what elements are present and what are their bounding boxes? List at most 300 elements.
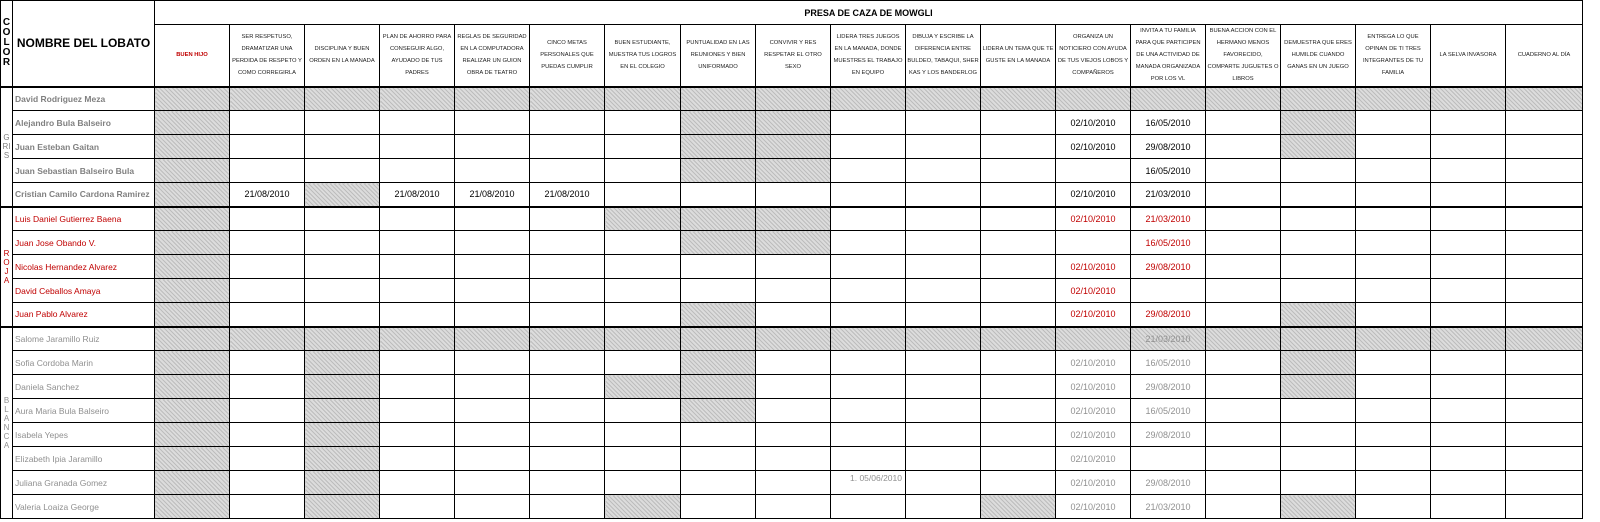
table-cell[interactable] xyxy=(1356,351,1431,375)
table-cell[interactable] xyxy=(530,399,605,423)
table-cell[interactable] xyxy=(1281,183,1356,207)
table-cell[interactable] xyxy=(906,111,981,135)
table-cell[interactable] xyxy=(831,279,906,303)
table-cell[interactable] xyxy=(906,351,981,375)
table-cell[interactable] xyxy=(455,447,530,471)
table-cell[interactable] xyxy=(1356,207,1431,231)
table-cell[interactable]: 02/10/2010 xyxy=(1056,495,1131,519)
table-cell[interactable] xyxy=(455,327,530,351)
table-cell[interactable] xyxy=(380,375,455,399)
table-cell[interactable] xyxy=(906,495,981,519)
table-cell[interactable] xyxy=(1056,231,1131,255)
table-cell[interactable] xyxy=(681,495,756,519)
table-cell[interactable] xyxy=(1356,135,1431,159)
lobato-name[interactable]: Juan Sebastian Balseiro Bula xyxy=(13,159,155,183)
table-cell[interactable] xyxy=(305,207,380,231)
table-cell[interactable] xyxy=(305,327,380,351)
table-cell[interactable] xyxy=(906,183,981,207)
table-cell[interactable] xyxy=(455,207,530,231)
table-cell[interactable] xyxy=(831,303,906,327)
table-cell[interactable] xyxy=(681,207,756,231)
requirement-header[interactable]: CONVIVIR Y RES RESPETAR EL OTRO SEXO xyxy=(756,25,831,87)
requirement-header[interactable]: LIDERA TRES JUEGOS EN LA MANADA, DONDE MUESTRES EL TRABAJO EN EQUIPO xyxy=(831,25,906,87)
table-cell[interactable] xyxy=(1431,255,1506,279)
table-cell[interactable]: 02/10/2010 xyxy=(1056,351,1131,375)
table-cell[interactable] xyxy=(230,135,305,159)
table-cell[interactable] xyxy=(906,447,981,471)
table-cell[interactable] xyxy=(380,471,455,495)
table-cell[interactable] xyxy=(1506,87,1583,111)
table-cell[interactable] xyxy=(1356,159,1431,183)
lobato-name[interactable]: Juan Esteban Gaitan xyxy=(13,135,155,159)
lobato-name[interactable]: Salome Jaramillo Ruiz xyxy=(13,327,155,351)
requirement-header[interactable]: LA SELVA INVASORA xyxy=(1431,25,1506,87)
table-cell[interactable] xyxy=(1506,423,1583,447)
table-cell[interactable]: 02/10/2010 xyxy=(1056,183,1131,207)
table-cell[interactable] xyxy=(530,255,605,279)
table-cell[interactable] xyxy=(1356,399,1431,423)
table-cell[interactable] xyxy=(230,495,305,519)
table-cell[interactable] xyxy=(380,399,455,423)
table-cell[interactable] xyxy=(155,207,230,231)
table-cell[interactable] xyxy=(155,183,230,207)
table-cell[interactable] xyxy=(756,495,831,519)
table-cell[interactable] xyxy=(305,183,380,207)
table-cell[interactable] xyxy=(155,279,230,303)
table-cell[interactable] xyxy=(1356,279,1431,303)
table-cell[interactable]: 02/10/2010 xyxy=(1056,255,1131,279)
requirement-header[interactable]: ENTREGA LO QUE OPINAN DE TI TRES INTEGRANTES DE TU FAMILIA xyxy=(1356,25,1431,87)
table-cell[interactable] xyxy=(756,423,831,447)
table-cell[interactable] xyxy=(1506,255,1583,279)
table-cell[interactable] xyxy=(1281,207,1356,231)
table-cell[interactable] xyxy=(380,87,455,111)
table-cell[interactable] xyxy=(681,423,756,447)
table-cell[interactable] xyxy=(1281,423,1356,447)
table-cell[interactable] xyxy=(981,159,1056,183)
table-cell[interactable] xyxy=(681,375,756,399)
table-cell[interactable] xyxy=(605,303,681,327)
table-cell[interactable] xyxy=(530,87,605,111)
lobato-name[interactable]: Juliana Granada Gomez xyxy=(13,471,155,495)
table-cell[interactable]: 29/08/2010 xyxy=(1131,135,1206,159)
table-cell[interactable] xyxy=(155,255,230,279)
table-cell[interactable] xyxy=(305,495,380,519)
table-cell[interactable]: 02/10/2010 xyxy=(1056,423,1131,447)
requirement-header[interactable]: BUEN HIJO xyxy=(155,25,230,87)
requirement-header[interactable]: INVITA A TU FAMILIA PARA QUE PARTICIPEN DE UNA ACTIVIDAD DE MANADA ORGANIZADA POR LOS VL xyxy=(1131,25,1206,87)
table-cell[interactable] xyxy=(380,207,455,231)
table-cell[interactable] xyxy=(1431,303,1506,327)
table-cell[interactable] xyxy=(305,471,380,495)
table-cell[interactable] xyxy=(1281,495,1356,519)
table-cell[interactable] xyxy=(1356,327,1431,351)
table-cell[interactable] xyxy=(605,207,681,231)
lobato-name[interactable]: Luis Daniel Gutierrez Baena xyxy=(13,207,155,231)
table-cell[interactable] xyxy=(305,279,380,303)
table-cell[interactable] xyxy=(756,87,831,111)
table-cell[interactable] xyxy=(305,135,380,159)
table-cell[interactable] xyxy=(1281,327,1356,351)
table-cell[interactable] xyxy=(1206,279,1281,303)
table-cell[interactable] xyxy=(681,135,756,159)
table-cell[interactable] xyxy=(756,159,831,183)
table-cell[interactable] xyxy=(1206,303,1281,327)
table-cell[interactable] xyxy=(1206,447,1281,471)
table-cell[interactable] xyxy=(230,327,305,351)
table-cell[interactable] xyxy=(981,303,1056,327)
table-cell[interactable] xyxy=(1431,183,1506,207)
table-cell[interactable] xyxy=(831,207,906,231)
lobato-name[interactable]: Nicolas Hernandez Alvarez xyxy=(13,255,155,279)
table-cell[interactable] xyxy=(681,111,756,135)
table-cell[interactable]: 29/08/2010 xyxy=(1131,375,1206,399)
table-cell[interactable] xyxy=(1206,159,1281,183)
table-cell[interactable] xyxy=(756,183,831,207)
table-cell[interactable] xyxy=(530,207,605,231)
table-cell[interactable] xyxy=(605,375,681,399)
table-cell[interactable] xyxy=(906,207,981,231)
table-cell[interactable] xyxy=(1506,111,1583,135)
table-cell[interactable] xyxy=(1506,303,1583,327)
table-cell[interactable]: 21/08/2010 xyxy=(380,183,455,207)
table-cell[interactable] xyxy=(1281,303,1356,327)
table-cell[interactable] xyxy=(981,495,1056,519)
table-cell[interactable] xyxy=(380,159,455,183)
table-cell[interactable] xyxy=(155,135,230,159)
table-cell[interactable] xyxy=(455,87,530,111)
table-cell[interactable] xyxy=(681,303,756,327)
table-cell[interactable] xyxy=(1056,87,1131,111)
table-cell[interactable] xyxy=(455,351,530,375)
table-cell[interactable] xyxy=(756,111,831,135)
table-cell[interactable] xyxy=(1206,207,1281,231)
table-cell[interactable] xyxy=(831,327,906,351)
table-cell[interactable] xyxy=(605,159,681,183)
table-cell[interactable] xyxy=(906,231,981,255)
table-cell[interactable] xyxy=(906,159,981,183)
table-cell[interactable] xyxy=(831,351,906,375)
table-cell[interactable] xyxy=(1356,303,1431,327)
table-cell[interactable] xyxy=(681,183,756,207)
table-cell[interactable] xyxy=(1506,447,1583,471)
table-cell[interactable] xyxy=(981,399,1056,423)
table-cell[interactable] xyxy=(455,159,530,183)
table-cell[interactable] xyxy=(155,471,230,495)
table-cell[interactable] xyxy=(681,87,756,111)
table-cell[interactable] xyxy=(530,423,605,447)
table-cell[interactable] xyxy=(1356,495,1431,519)
table-cell[interactable] xyxy=(380,111,455,135)
table-cell[interactable] xyxy=(530,279,605,303)
table-cell[interactable] xyxy=(455,375,530,399)
table-cell[interactable] xyxy=(305,399,380,423)
table-cell[interactable] xyxy=(155,111,230,135)
table-cell[interactable] xyxy=(756,351,831,375)
table-cell[interactable] xyxy=(981,471,1056,495)
table-cell[interactable] xyxy=(1431,375,1506,399)
table-cell[interactable] xyxy=(1506,399,1583,423)
table-cell[interactable] xyxy=(756,279,831,303)
table-cell[interactable] xyxy=(530,375,605,399)
table-cell[interactable] xyxy=(455,495,530,519)
table-cell[interactable] xyxy=(1431,207,1506,231)
table-cell[interactable] xyxy=(1131,447,1206,471)
table-cell[interactable] xyxy=(605,231,681,255)
table-cell[interactable] xyxy=(230,423,305,447)
table-cell[interactable] xyxy=(981,327,1056,351)
table-cell[interactable] xyxy=(906,327,981,351)
table-cell[interactable]: 29/08/2010 xyxy=(1131,471,1206,495)
table-cell[interactable] xyxy=(1206,111,1281,135)
requirement-header[interactable]: PUNTUALIDAD EN LAS REUNIONES Y BIEN UNIFORMADO xyxy=(681,25,756,87)
table-cell[interactable] xyxy=(230,399,305,423)
table-cell[interactable] xyxy=(305,351,380,375)
table-cell[interactable] xyxy=(1281,231,1356,255)
table-cell[interactable] xyxy=(906,471,981,495)
table-cell[interactable] xyxy=(530,303,605,327)
table-cell[interactable] xyxy=(906,87,981,111)
table-cell[interactable]: 21/08/2010 xyxy=(530,183,605,207)
table-cell[interactable] xyxy=(530,471,605,495)
table-cell[interactable] xyxy=(1356,183,1431,207)
lobato-name[interactable]: Sofia Cordoba Marin xyxy=(13,351,155,375)
table-cell[interactable] xyxy=(380,495,455,519)
table-cell[interactable] xyxy=(681,231,756,255)
requirement-header[interactable]: CUADERNO AL DÍA xyxy=(1506,25,1583,87)
table-cell[interactable] xyxy=(230,303,305,327)
table-cell[interactable] xyxy=(1206,351,1281,375)
requirement-header[interactable]: LIDERA UN TEMA QUE TE GUSTE EN LA MANADA xyxy=(981,25,1056,87)
table-cell[interactable] xyxy=(981,135,1056,159)
table-cell[interactable] xyxy=(605,399,681,423)
table-cell[interactable] xyxy=(1506,183,1583,207)
table-cell[interactable] xyxy=(305,423,380,447)
table-cell[interactable] xyxy=(831,111,906,135)
table-cell[interactable] xyxy=(981,279,1056,303)
table-cell[interactable] xyxy=(1281,399,1356,423)
table-cell[interactable] xyxy=(831,447,906,471)
table-cell[interactable] xyxy=(605,135,681,159)
table-cell[interactable]: 21/03/2010 xyxy=(1131,495,1206,519)
table-cell[interactable] xyxy=(1206,327,1281,351)
table-cell[interactable] xyxy=(831,255,906,279)
table-cell[interactable] xyxy=(380,447,455,471)
table-cell[interactable] xyxy=(906,375,981,399)
table-cell[interactable] xyxy=(155,351,230,375)
requirement-header[interactable]: CINCO METAS PERSONALES QUE PUEDAS CUMPLIR xyxy=(530,25,605,87)
table-cell[interactable] xyxy=(681,471,756,495)
table-cell[interactable] xyxy=(380,231,455,255)
table-cell[interactable] xyxy=(455,111,530,135)
table-cell[interactable] xyxy=(1431,423,1506,447)
table-cell[interactable] xyxy=(155,87,230,111)
table-cell[interactable] xyxy=(1506,159,1583,183)
table-cell[interactable] xyxy=(530,327,605,351)
table-cell[interactable] xyxy=(1206,375,1281,399)
table-cell[interactable] xyxy=(1431,135,1506,159)
table-cell[interactable] xyxy=(605,87,681,111)
requirement-header[interactable]: DEMUESTRA QUE ERES HUMILDE CUANDO GANAS EN UN JUEGO xyxy=(1281,25,1356,87)
table-cell[interactable] xyxy=(530,351,605,375)
table-cell[interactable] xyxy=(455,279,530,303)
requirement-header[interactable]: DISCIPLINA Y BUEN ORDEN EN LA MANADA xyxy=(305,25,380,87)
table-cell[interactable] xyxy=(605,255,681,279)
table-cell[interactable] xyxy=(305,111,380,135)
table-cell[interactable] xyxy=(831,423,906,447)
table-cell[interactable] xyxy=(756,447,831,471)
table-cell[interactable] xyxy=(1506,471,1583,495)
table-cell[interactable] xyxy=(1506,279,1583,303)
table-cell[interactable] xyxy=(1206,495,1281,519)
table-cell[interactable] xyxy=(155,159,230,183)
table-cell[interactable]: 02/10/2010 xyxy=(1056,303,1131,327)
table-cell[interactable] xyxy=(530,447,605,471)
table-cell[interactable] xyxy=(831,159,906,183)
requirement-header[interactable]: DIBUJA Y ESCRIBE LA DIFERENCIA ENTRE BULDEO, TABAQUI, SHER KAS Y LOS BANDERLOG xyxy=(906,25,981,87)
table-cell[interactable] xyxy=(1356,87,1431,111)
table-cell[interactable] xyxy=(230,351,305,375)
table-cell[interactable] xyxy=(230,279,305,303)
table-cell[interactable] xyxy=(455,303,530,327)
table-cell[interactable] xyxy=(305,375,380,399)
table-cell[interactable] xyxy=(906,255,981,279)
table-cell[interactable] xyxy=(1131,87,1206,111)
table-cell[interactable] xyxy=(981,447,1056,471)
table-cell[interactable] xyxy=(530,495,605,519)
table-cell[interactable] xyxy=(230,255,305,279)
table-cell[interactable] xyxy=(1356,375,1431,399)
table-cell[interactable] xyxy=(1056,327,1131,351)
table-cell[interactable]: 16/05/2010 xyxy=(1131,231,1206,255)
table-cell[interactable] xyxy=(1206,423,1281,447)
table-cell[interactable]: 02/10/2010 xyxy=(1056,447,1131,471)
table-cell[interactable]: 02/10/2010 xyxy=(1056,375,1131,399)
table-cell[interactable] xyxy=(1356,423,1431,447)
table-cell[interactable] xyxy=(380,351,455,375)
lobato-name[interactable]: Juan Jose Obando V. xyxy=(13,231,155,255)
table-cell[interactable]: 29/08/2010 xyxy=(1131,423,1206,447)
table-cell[interactable] xyxy=(1431,495,1506,519)
table-cell[interactable]: 02/10/2010 xyxy=(1056,471,1131,495)
table-cell[interactable] xyxy=(681,159,756,183)
table-cell[interactable] xyxy=(981,423,1056,447)
table-cell[interactable] xyxy=(1506,207,1583,231)
table-cell[interactable]: 21/03/2010 xyxy=(1131,327,1206,351)
table-cell[interactable] xyxy=(1431,447,1506,471)
table-cell[interactable] xyxy=(1281,87,1356,111)
table-cell[interactable] xyxy=(155,327,230,351)
table-cell[interactable] xyxy=(756,135,831,159)
table-cell[interactable] xyxy=(831,183,906,207)
table-cell[interactable] xyxy=(1506,375,1583,399)
table-cell[interactable] xyxy=(1206,255,1281,279)
table-cell[interactable] xyxy=(756,303,831,327)
table-cell[interactable] xyxy=(1506,495,1583,519)
table-cell[interactable] xyxy=(681,327,756,351)
table-cell[interactable] xyxy=(230,111,305,135)
table-cell[interactable] xyxy=(1506,351,1583,375)
table-cell[interactable] xyxy=(305,255,380,279)
table-cell[interactable] xyxy=(756,255,831,279)
table-cell[interactable] xyxy=(1206,231,1281,255)
table-cell[interactable] xyxy=(1281,351,1356,375)
table-cell[interactable] xyxy=(1506,327,1583,351)
table-cell[interactable] xyxy=(981,87,1056,111)
table-cell[interactable] xyxy=(605,495,681,519)
table-cell[interactable] xyxy=(1281,111,1356,135)
table-cell[interactable] xyxy=(831,375,906,399)
table-cell[interactable] xyxy=(1281,375,1356,399)
table-cell[interactable] xyxy=(605,111,681,135)
table-cell[interactable] xyxy=(380,279,455,303)
table-cell[interactable] xyxy=(155,375,230,399)
table-cell[interactable] xyxy=(906,135,981,159)
table-cell[interactable] xyxy=(1281,447,1356,471)
table-cell[interactable] xyxy=(756,231,831,255)
table-cell[interactable] xyxy=(455,135,530,159)
lobato-name[interactable]: Juan Pablo Alvarez xyxy=(13,303,155,327)
table-cell[interactable] xyxy=(831,231,906,255)
table-cell[interactable] xyxy=(305,303,380,327)
table-cell[interactable] xyxy=(1506,231,1583,255)
lobato-name[interactable]: Daniela Sanchez xyxy=(13,375,155,399)
table-cell[interactable] xyxy=(1056,159,1131,183)
table-cell[interactable] xyxy=(230,159,305,183)
table-cell[interactable] xyxy=(981,207,1056,231)
table-cell[interactable] xyxy=(455,231,530,255)
table-cell[interactable] xyxy=(530,231,605,255)
lobato-name[interactable]: Isabela Yepes xyxy=(13,423,155,447)
table-cell[interactable] xyxy=(681,255,756,279)
table-cell[interactable] xyxy=(230,375,305,399)
table-cell[interactable]: 21/03/2010 xyxy=(1131,183,1206,207)
table-cell[interactable] xyxy=(981,351,1056,375)
table-cell[interactable] xyxy=(530,111,605,135)
table-cell[interactable]: 02/10/2010 xyxy=(1056,279,1131,303)
table-cell[interactable] xyxy=(1506,135,1583,159)
table-cell[interactable] xyxy=(981,111,1056,135)
lobato-name[interactable]: Valeria Loaiza George xyxy=(13,495,155,519)
table-cell[interactable] xyxy=(380,255,455,279)
table-cell[interactable] xyxy=(305,231,380,255)
table-cell[interactable] xyxy=(605,423,681,447)
table-cell[interactable] xyxy=(756,375,831,399)
table-cell[interactable] xyxy=(1431,159,1506,183)
table-cell[interactable]: 21/08/2010 xyxy=(455,183,530,207)
table-cell[interactable]: 21/03/2010 xyxy=(1131,207,1206,231)
table-cell[interactable] xyxy=(1281,471,1356,495)
table-cell[interactable] xyxy=(380,327,455,351)
table-cell[interactable] xyxy=(681,447,756,471)
table-cell[interactable] xyxy=(906,399,981,423)
table-cell[interactable] xyxy=(906,303,981,327)
table-cell[interactable] xyxy=(756,471,831,495)
table-cell[interactable]: 02/10/2010 xyxy=(1056,135,1131,159)
table-cell[interactable] xyxy=(1356,471,1431,495)
table-cell[interactable] xyxy=(305,447,380,471)
table-cell[interactable] xyxy=(230,231,305,255)
table-cell[interactable] xyxy=(906,423,981,447)
requirement-header[interactable]: SER RESPETUSO, DRAMATIZAR UNA PERDIDA DE RESPETO Y COMO CORREGIRLA xyxy=(230,25,305,87)
table-cell[interactable] xyxy=(605,471,681,495)
table-cell[interactable] xyxy=(831,495,906,519)
table-cell[interactable] xyxy=(1206,183,1281,207)
table-cell[interactable] xyxy=(605,447,681,471)
table-cell[interactable] xyxy=(981,231,1056,255)
table-cell[interactable] xyxy=(1281,159,1356,183)
table-cell[interactable] xyxy=(605,279,681,303)
